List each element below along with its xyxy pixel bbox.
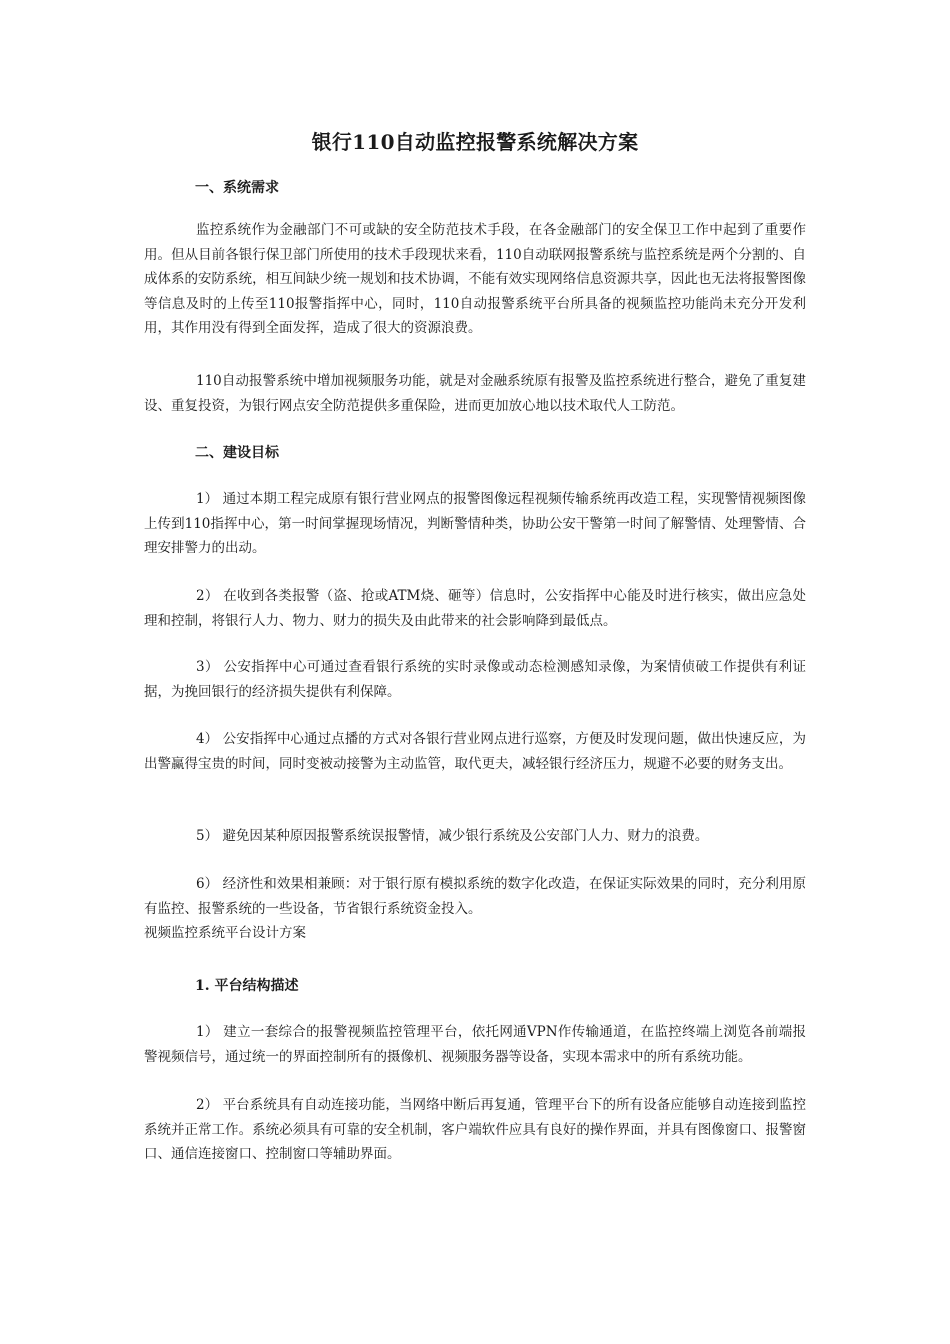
- paragraph-goal-6: 6） 经济性和效果相兼顾：对于银行原有模拟系统的数字化改造，在保证实际效果的同时，充分利用原有监控、报警系统的一些设备，节省银行系统资金投入。: [144, 876, 806, 917]
- platform-design-title: 视频监控系统平台设计方案: [144, 925, 306, 941]
- section-heading-goals: 二、建设目标: [195, 445, 279, 461]
- paragraph-requirements-1: 监控系统作为金融部门不可或缺的安全防范技术手段，在各金融部门的安全保卫工作中起到了重要作用。但从目前各银行保卫部门所使用的技术手段现状来看，110自动联网报警系统与监控系统是两个分割的、自成体系的安防系统，相互间缺少统一规划和技术协调，不能有效实现网络信息资源共享，因此也无法将报警图像等信息及时的上传至110报警指挥中心，同时，110自动报警系统平台所具备的视频监控功能尚未充分开发利用，其作用没有得到全面发挥，造成了很大的资源浪费。: [144, 222, 806, 336]
- paragraph-goal-4: 4） 公安指挥中心通过点播的方式对各银行营业网点进行巡察，方便及时发现问题，做出快速反应，为出警赢得宝贵的时间，同时变被动接警为主动监管，取代更夫，减轻银行经济压力，规避不必要的财务支出。: [144, 731, 806, 772]
- paragraph-platform-1: 1） 建立一套综合的报警视频监控管理平台，依托网通VPN作传输通道，在监控终端上浏览各前端报警视频信号，通过统一的界面控制所有的摄像机、视频服务器等设备，实现本需求中的所有系统功能。: [144, 1024, 806, 1065]
- paragraph-platform-2: 2） 平台系统具有自动连接功能，当网络中断后再复通，管理平台下的所有设备应能够自动连接到监控系统并正常工作。系统必须具有可靠的安全机制，客户端软件应具有良好的操作界面，并具有图像窗口、报警窗口、通信连接窗口、控制窗口等辅助界面。: [144, 1097, 806, 1162]
- paragraph-requirements-2: 110自动报警系统中增加视频服务功能，就是对金融系统原有报警及监控系统进行整合，避免了重复建设、重复投资，为银行网点安全防范提供多重保险，进而更加放心地以技术取代人工防范。: [144, 373, 806, 414]
- document-title: 银行110自动监控报警系统解决方案: [311, 130, 639, 154]
- paragraph-goal-1: 1） 通过本期工程完成原有银行营业网点的报警图像远程视频传输系统再改造工程，实现警情视频图像上传到110指挥中心，第一时间掌握现场情况，判断警情种类，协助公安干警第一时间了解警情、处理警情、合理安排警力的出动。: [144, 491, 806, 556]
- paragraph-goal-2: 2） 在收到各类报警（盗、抢或ATM烧、砸等）信息时，公安指挥中心能及时进行核实，做出应急处理和控制，将银行人力、物力、财力的损失及由此带来的社会影响降到最低点。: [144, 588, 806, 629]
- section-heading-platform-structure: 1. 平台结构描述: [195, 978, 299, 994]
- section-heading-requirements: 一、系统需求: [195, 180, 279, 196]
- paragraph-goal-3: 3） 公安指挥中心可通过查看银行系统的实时录像或动态检测感知录像，为案情侦破工作提供有利证据，为挽回银行的经济损失提供有利保障。: [144, 659, 806, 700]
- paragraph-goal-5: 5） 避免因某种原因报警系统误报警情，减少银行系统及公安部门人力、财力的浪费。: [196, 828, 709, 844]
